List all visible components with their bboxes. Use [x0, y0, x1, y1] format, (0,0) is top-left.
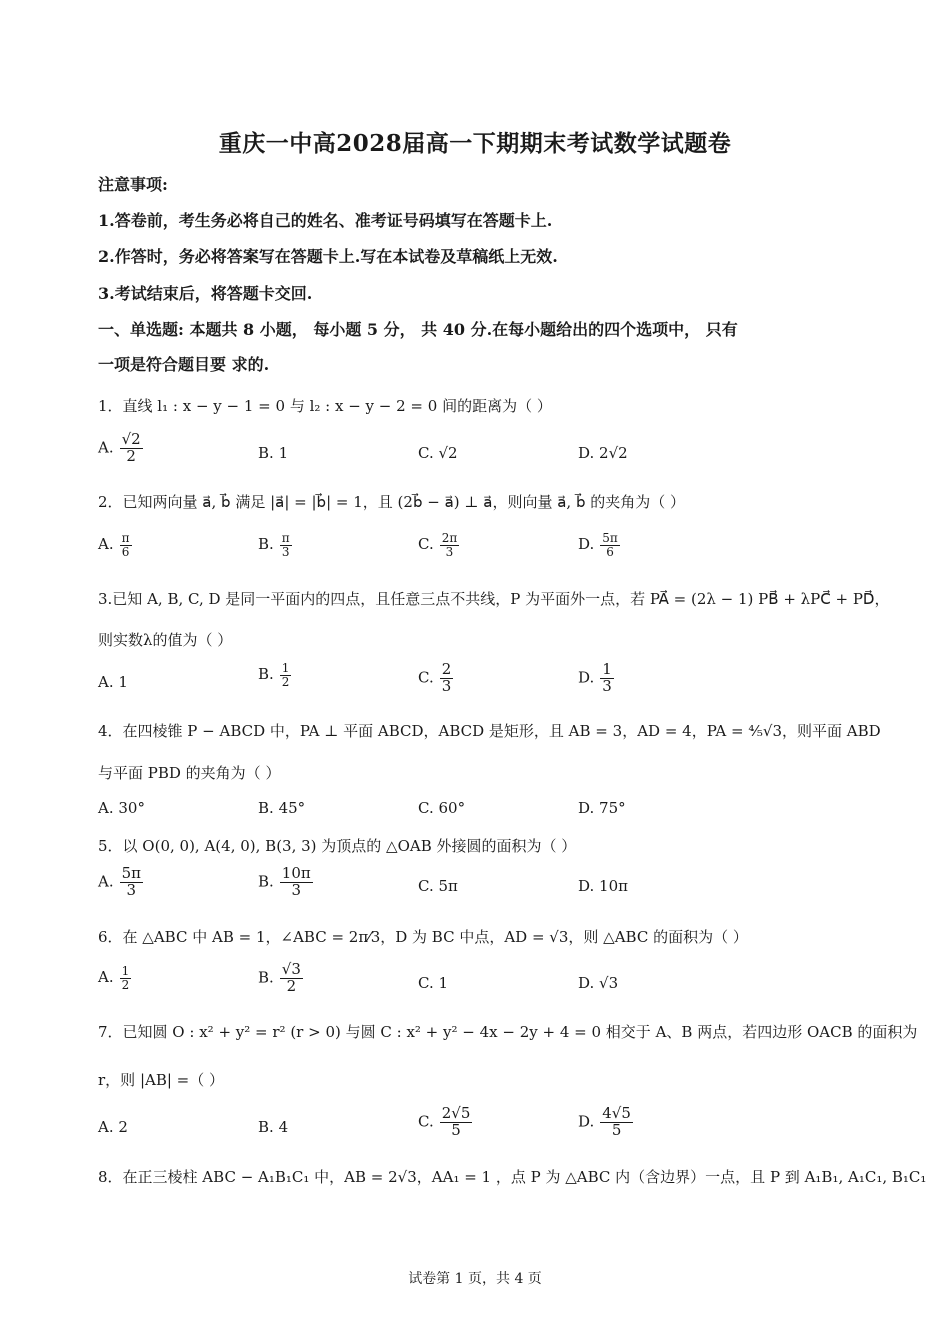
q5-option-b: B. $\frac{10\pi}{3}$: [258, 864, 311, 899]
question-7: 7．已知圆 O : x² + y² = r² (r > 0) 与圆 C : x² + y² − 4x − 2y + 4 = 0 相交于 A、B 两点，若四边形 OACB 的面积为: [98, 1023, 918, 1041]
q6-option-b: B. $\frac{√3}{2}$: [258, 960, 301, 995]
q5-option-a: A. $\frac{5\pi}{3}$: [98, 864, 142, 899]
question-3-line-2: 则实数λ的值为（ ）: [98, 631, 233, 649]
q6-option-c: C. 1: [418, 974, 449, 992]
q5-option-d: D. 10π: [578, 877, 628, 895]
q2-option-d: D. $\frac{5\pi}{6}$: [578, 531, 618, 559]
q1-option-c: C. √2: [418, 444, 458, 462]
question-4: 4．在四棱锥 P − ABCD 中，PA ⊥ 平面 ABCD，ABCD 是矩形，且 AB = 3，AD = 4，PA = ⁴⁄₅√3，则平面 ABD: [98, 722, 881, 740]
q3-option-b: B. $\frac{1}{2}$: [258, 661, 290, 689]
q3-option-a: A. 1: [98, 673, 128, 691]
q1-option-d: D. 2√2: [578, 444, 628, 462]
q4-option-a: A. 30°: [98, 799, 145, 817]
question-8: 8．在正三棱柱 ABC − A₁B₁C₁ 中，AB = 2√3，AA₁ = 1 ，点 P 为 △ABC 内（含边界）一点，且 P 到 A₁B₁, A₁C₁, B₁C₁: [98, 1168, 927, 1186]
question-2: 2．已知两向量 a⃗, b⃗ 满足 |a⃗| = |b⃗| = 1，且 (2b⃗ − a⃗) ⊥ a⃗，则向量 a⃗, b⃗ 的夹角为（ ）: [98, 493, 686, 511]
q5-option-c: C. 5π: [418, 877, 458, 895]
q7-option-d: D. $\frac{4√5}{5}$: [578, 1104, 631, 1139]
question-1: 1．直线 l₁ : x − y − 1 = 0 与 l₂ : x − y − 2 = 0 间的距离为（ ）: [98, 397, 552, 415]
section-heading-line-1: 一、单选题: 本题共 8 小题， 每小题 5 分， 共 40 分.在每小题给出的四个选项中， 只有: [98, 320, 738, 339]
question-3: 3.已知 A, B, C, D 是同一平面内的四点，且任意三点不共线，P 为平面外一点，若 PA⃗ = (2λ − 1) PB⃗ + λPC⃗ + PD⃗，: [98, 590, 890, 608]
question-7-line-2: r，则 |AB| =（ ）: [98, 1071, 225, 1089]
exam-title: 重庆一中高2028届高一下期期末考试数学试题卷: [218, 130, 732, 157]
page-footer: 试卷第 1 页，共 4 页: [408, 1271, 542, 1287]
q6-option-a: A. $\frac{1}{2}$: [98, 964, 130, 992]
section-heading-line-2: 一项是符合题目要 求的.: [98, 355, 270, 374]
q4-option-d: D. 75°: [578, 799, 626, 817]
q7-option-b: B. 4: [258, 1118, 289, 1136]
notice-item-3: 3.考试结束后，将答题卡交回.: [98, 284, 313, 303]
question-6: 6．在 △ABC 中 AB = 1，∠ABC = 2π⁄3，D 为 BC 中点，AD = √3，则 △ABC 的面积为（ ）: [98, 928, 748, 946]
notice-item-1: 1.答卷前，考生务必将自己的姓名、准考证号码填写在答题卡上.: [98, 211, 553, 230]
question-4-line-2: 与平面 PBD 的夹角为（ ）: [98, 764, 281, 782]
q1-option-b: B. 1: [258, 444, 289, 462]
q2-option-b: B. $\frac{\pi}{3}$: [258, 531, 290, 559]
q7-option-a: A. 2: [98, 1118, 128, 1136]
q7-option-c: C. $\frac{2√5}{5}$: [418, 1104, 471, 1139]
q4-option-c: C. 60°: [418, 799, 466, 817]
notice-item-2: 2.作答时，务必将答案写在答题卡上.写在本试卷及草稿纸上无效.: [98, 247, 558, 266]
q2-option-a: A. $\frac{\pi}{6}$: [98, 531, 130, 559]
q6-option-d: D. √3: [578, 974, 619, 992]
q4-option-b: B. 45°: [258, 799, 306, 817]
notice-heading: 注意事项:: [98, 175, 168, 194]
q2-option-c: C. $\frac{2\pi}{3}$: [418, 531, 458, 559]
q3-option-d: D. $\frac{1}{3}$: [578, 660, 612, 695]
q1-option-a: A. $\frac{√2}{2}$: [98, 430, 141, 465]
q3-option-c: C. $\frac{2}{3}$: [418, 660, 452, 695]
question-5: 5．以 O(0, 0), A(4, 0), B(3, 3) 为顶点的 △OAB 外接圆的面积为（ ）: [98, 837, 577, 855]
